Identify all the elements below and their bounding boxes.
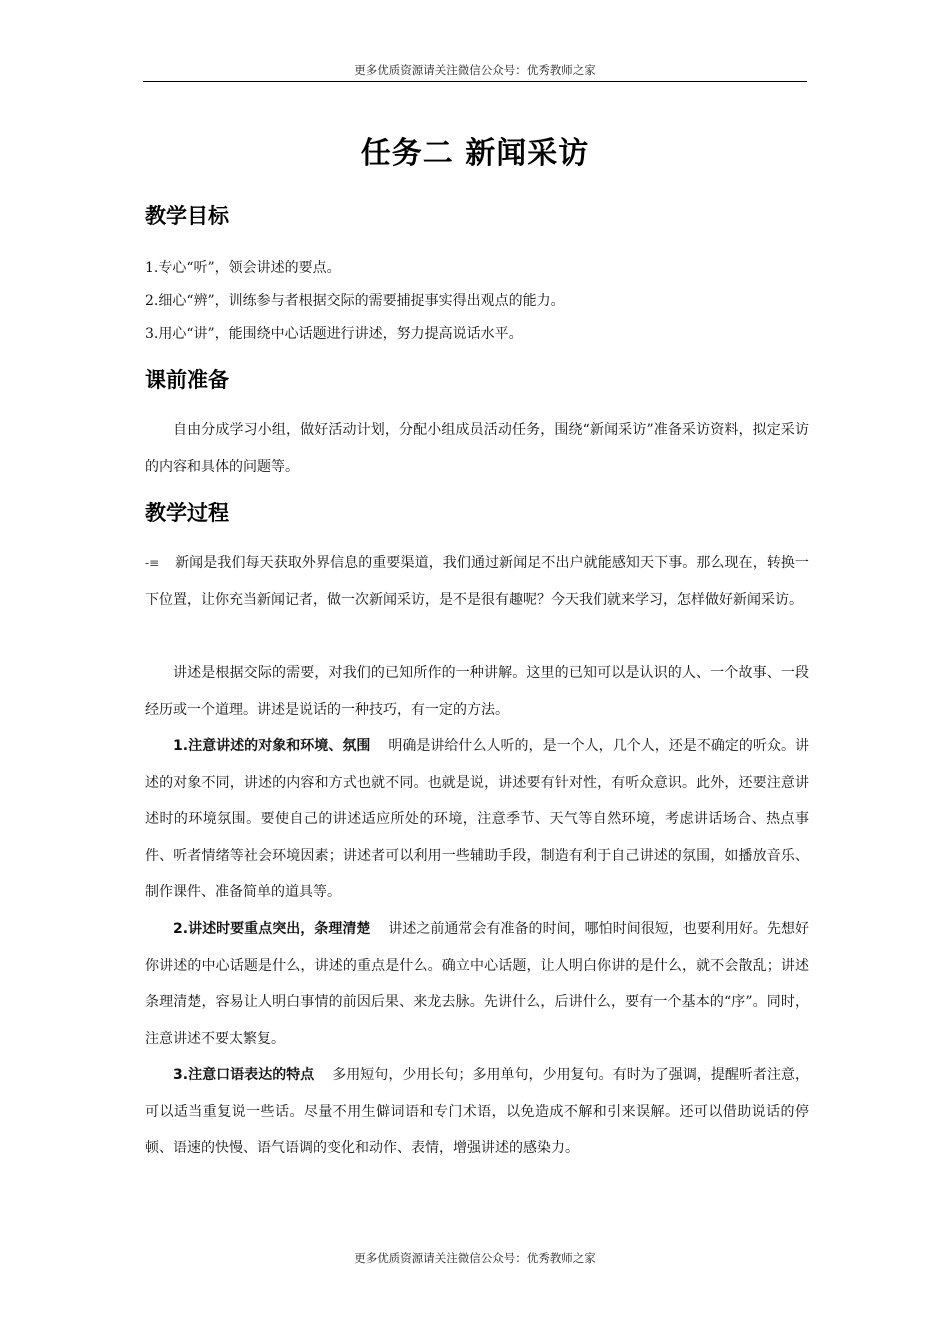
prep-paragraph: 自由分成学习小组，做好活动计划，分配小组成员活动任务，围绕“新闻采访”准备采访资料，拟定采访的内容和具体的问题等。 [145,422,809,475]
heading-process: 教学过程 [145,501,229,525]
point-3 [145,1057,809,1167]
process-intro [145,545,809,618]
point-3-lead: 3.注意口语表达的特点 [173,1067,315,1083]
heading-prep: 课前准备 [145,368,229,392]
process-paragraph-2: 讲述是根据交际的需要，对我们的已知所作的一种讲解。这里的已知可以是认识的人、一个故事、一段经历或一个道理。讲述是说话的一种技巧，有一定的方法。 [145,665,809,718]
point-1-text: 明确是讲给什么人听的，是一个人，几个人，还是不确定的听众。讲述的对象不同，讲述的内容和方式也就不同。也就是说，讲述要有针对性，有听众意识。此外，还要注意讲述时的环境氛围。要使自己的讲述适应所处的环境，注意季节、天气等自然环境，考虑讲话场合、热点事件、听者情绪等社会环境因素；讲述者可以利用一些辅助手段，制造有利于自己讲述的氛围，如播放音乐、制作课件、准备简单的道具等。 [145,738,810,900]
point-2-lead: 2.讲述时要重点突出，条理清楚 [173,921,371,937]
page-header: 更多优质资源请关注微信公众号：优秀教师之家 [354,63,596,77]
page-footer: 更多优质资源请关注微信公众号：优秀教师之家 [354,1251,596,1265]
point-2 [145,911,809,1057]
goal-item: 3.用心“讲”，能围绕中心话题进行讲述，努力提高说话水平。 [145,326,523,342]
heading-goals: 教学目标 [145,204,229,228]
point-3-text: 多用短句，少用长句；多用单句，少用复句。有时为了强调，提醒听者注意，可以适当重复说一些话。尽量不用生僻词语和专门术语，以免造成不解和引来误解。还可以借助说话的停顿、语速的快慢、语气语调的变化和动作、表情，增强讲述的感染力。 [145,1067,810,1156]
document-title: 任务二 新闻采访 [360,136,590,171]
header-rule [143,81,807,82]
process-intro-text: 新闻是我们每天获取外界信息的重要渠道，我们通过新闻足不出户就能感知天下事。那么现在，转换一下位置，让你充当新闻记者，做一次新闻采访，是不是很有趣呢？今天我们就来学习，怎样做好新闻采访。 [145,555,809,608]
goals-list [145,252,809,351]
list-marker: -≡ [145,556,160,570]
point-1-lead: 1.注意讲述的对象和环境、氛围 [173,738,371,754]
point-1 [145,728,809,911]
goal-item: 1.专心“听”，领会讲述的要点。 [145,260,341,276]
point-2-text: 讲述之前通常会有准备的时间，哪怕时间很短，也要利用好。先想好你讲述的中心话题是什么，讲述的重点是什么。确立中心话题，让人明白你讲的是什么，就不会散乱；讲述条理清楚，容易让人明白事情的前因后果、来龙去脉。先讲什么，后讲什么，要有一个基本的“序”。同时，注意讲述不要太繁复。 [145,921,810,1047]
goal-item: 2.细心“辨”，训练参与者根据交际的需要捕捉事实得出观点的能力。 [145,293,565,309]
